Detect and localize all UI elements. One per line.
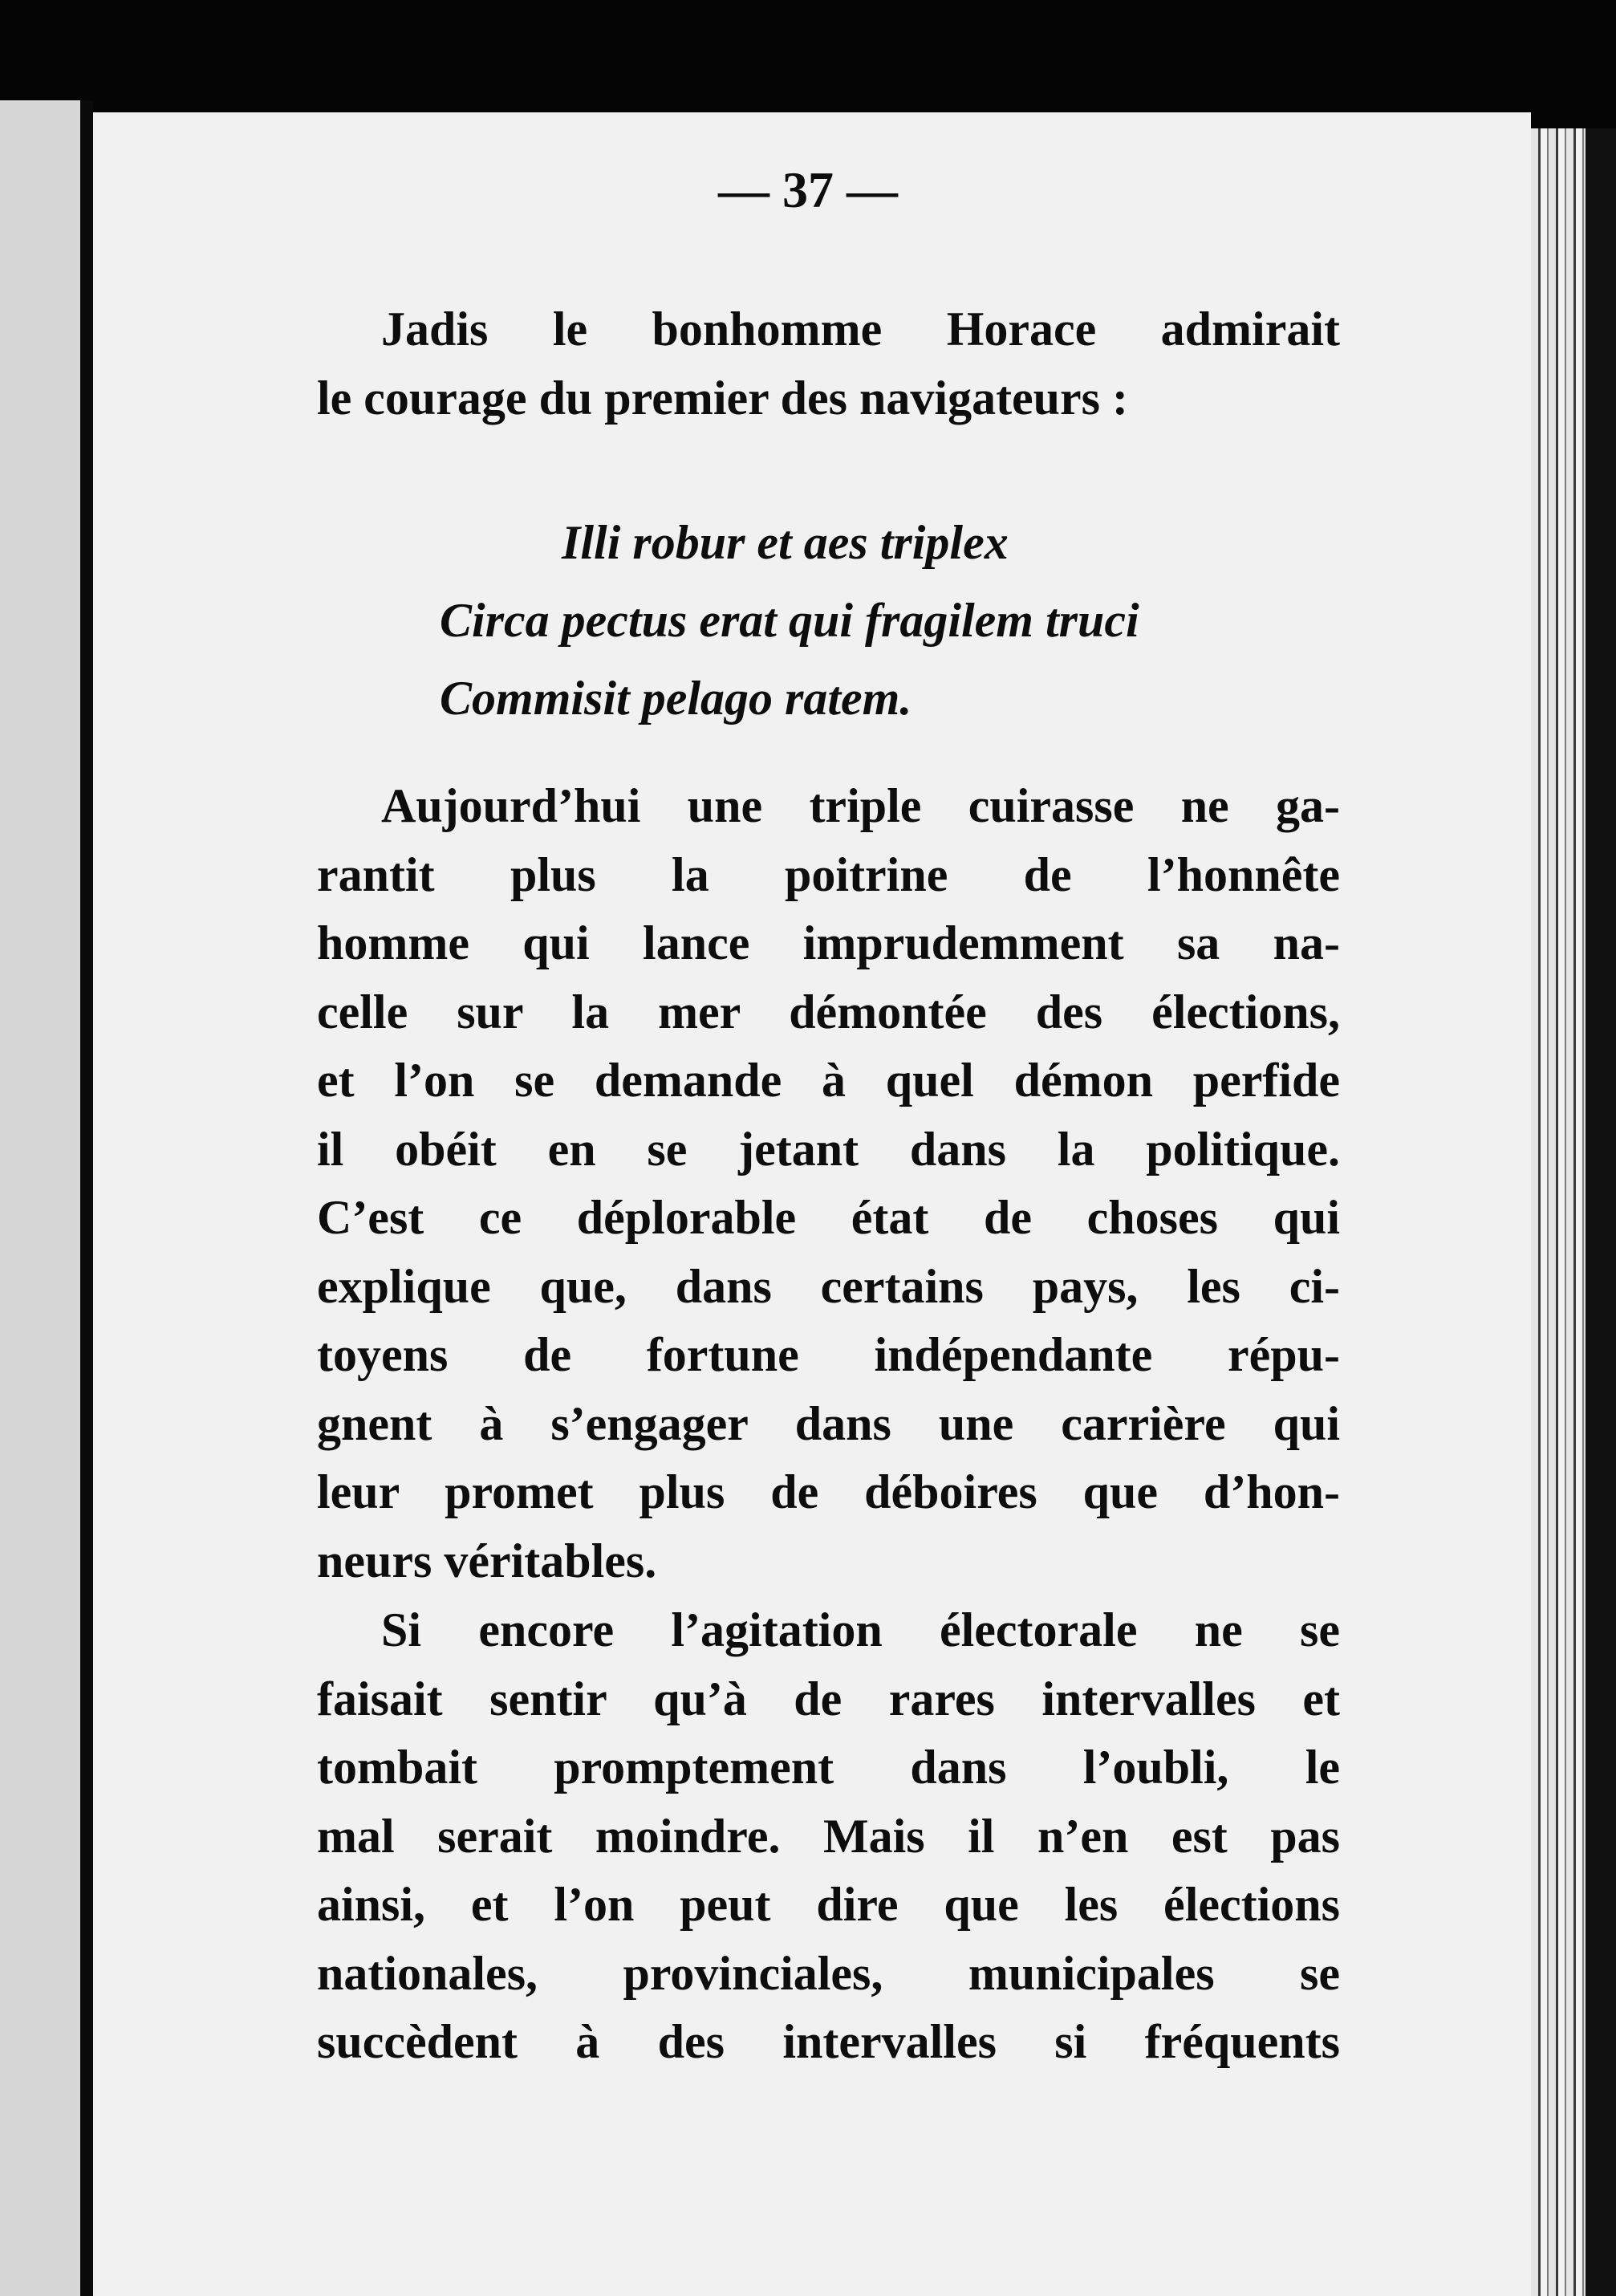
text-line: faisait sentir qu’à de rares intervalles et xyxy=(317,1672,1340,1725)
text-line: celle sur la mer démontée des élections, xyxy=(317,985,1340,1038)
text-line: et l’on se demande à quel démon perfide xyxy=(317,1054,1340,1107)
intro-paragraph xyxy=(317,295,1340,433)
latin-verse xyxy=(440,504,1139,738)
text-line: explique que, dans certains pays, les ci- xyxy=(317,1259,1340,1313)
text-line: tombait promptement dans l’oubli, le xyxy=(317,1741,1340,1794)
text-line: C’est ce déplorable état de choses qui xyxy=(317,1191,1340,1244)
book-spine xyxy=(0,100,80,2296)
text-line: gnent à s’engager dans une carrière qui xyxy=(317,1396,1340,1450)
verse-line: Commisit pelago ratem. xyxy=(440,672,912,725)
text-line: nationales, provinciales, municipales se xyxy=(317,1946,1340,2000)
paragraph-2 xyxy=(317,1596,1340,2077)
page-edges xyxy=(1531,128,1586,2296)
text-line: le courage du premier des navigateurs : xyxy=(317,371,1129,425)
verse-line: Circa pectus erat qui fragilem truci xyxy=(440,594,1139,647)
text-line: neurs véritables. xyxy=(317,1534,657,1587)
verse-line: Illi robur et aes triplex xyxy=(562,516,1009,569)
page-edge-shadow xyxy=(1586,128,1616,2296)
text-line: Si encore l’agitation électorale ne se xyxy=(381,1603,1340,1656)
text-line: leur promet plus de déboires que d’hon- xyxy=(317,1465,1340,1518)
text-line: toyens de fortune indépendante répu- xyxy=(317,1328,1340,1381)
paragraph-1 xyxy=(317,772,1340,1595)
text-line: rantit plus la poitrine de l’honnête xyxy=(317,847,1340,901)
text-line: il obéit en se jetant dans la politique. xyxy=(317,1122,1340,1176)
text-line: Jadis le bonhomme Horace admirait xyxy=(381,303,1340,356)
spine-rule xyxy=(80,100,93,2296)
text-line: Aujourd’hui une triple cuirasse ne ga- xyxy=(381,779,1340,832)
page-number: — 37 — xyxy=(718,161,898,218)
text-line: mal serait moindre. Mais il n’en est pas xyxy=(317,1809,1340,1863)
text-line: homme qui lance imprudemment sa na- xyxy=(317,916,1340,969)
text-line: ainsi, et l’on peut dire que les élections xyxy=(317,1878,1340,1931)
text-line: succèdent à des intervalles si fréquents xyxy=(317,2015,1340,2068)
